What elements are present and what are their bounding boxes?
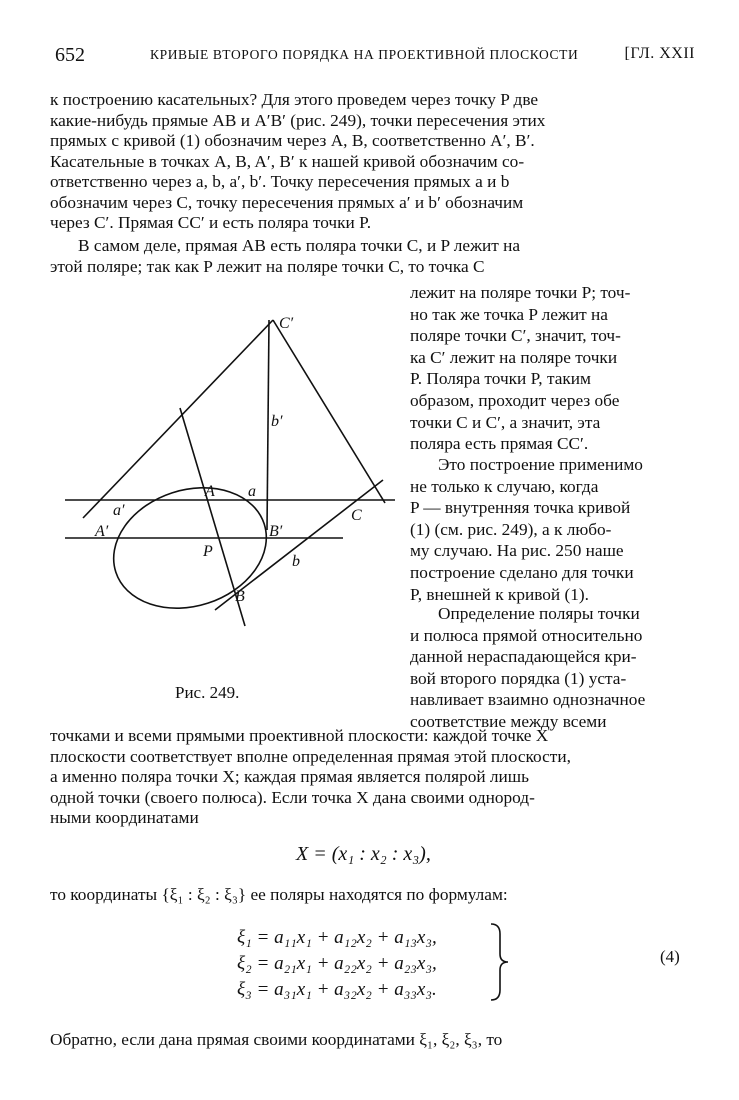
label-A-prime: A′ bbox=[95, 523, 109, 540]
text-line: обозначим через C, точку пересечения прямых a′ и b′ обозначим bbox=[50, 192, 524, 212]
equation-number: (4) bbox=[660, 947, 680, 966]
text-line: и полюса прямой относительно bbox=[410, 625, 643, 645]
text-line: образом, проходит через обе bbox=[410, 390, 620, 410]
figure-caption: Рис. 249. bbox=[175, 683, 240, 702]
label-B-prime: B′ bbox=[269, 523, 283, 540]
text-line: этой поляре; так как P лежит на поляре точки C, то точка C bbox=[50, 256, 485, 276]
equation-system-4 bbox=[237, 925, 437, 1003]
text-line: вой второго порядка (1) уста- bbox=[410, 668, 627, 688]
running-title: КРИВЫЕ ВТОРОГО ПОРЯДКА НА ПРОЕКТИВНОЙ ПЛОСКОСТИ bbox=[150, 47, 579, 62]
label-A: A bbox=[205, 483, 215, 500]
paragraph-correspondence bbox=[50, 726, 690, 829]
text-line: P, внешней к кривой (1). bbox=[410, 584, 589, 604]
text-line: точки C и C′, а значит, эта bbox=[410, 412, 601, 432]
text-line: к построению касательных? Для этого проведем через точку P две bbox=[50, 90, 539, 109]
text-line: ными координатами bbox=[50, 808, 199, 827]
equation-xi1: ξ₁ = a₁₁x₁ + a₁₂x₂ + a₁₃x₃, bbox=[237, 927, 437, 948]
tangent-line-a-prime bbox=[83, 320, 273, 518]
text-line: не только к случаю, когда bbox=[410, 476, 599, 496]
label-C-prime: C′ bbox=[279, 315, 294, 332]
paragraph-proof-start bbox=[50, 236, 690, 277]
label-b-prime: b′ bbox=[271, 413, 283, 430]
text-line: ответственно через a, b, a′, b′. Точку пересечения прямых a и b bbox=[50, 172, 510, 191]
text-line: поляра есть прямая CC′. bbox=[410, 434, 589, 454]
equation-xi2: ξ₂ = a₂₁x₁ + a₂₂x₂ + a₂₃x₃, bbox=[237, 953, 437, 974]
text-line: точками и всеми прямыми проективной плоскости: каждой точке X bbox=[50, 726, 549, 745]
text-line: P — внутренняя точка кривой bbox=[410, 498, 631, 518]
text-line: Определение поляры точки bbox=[438, 604, 640, 623]
right-brace bbox=[488, 922, 510, 1002]
label-b: b bbox=[292, 553, 300, 570]
text-line: (1) (см. рис. 249), а к любо- bbox=[410, 519, 612, 539]
wrapped-text-proof bbox=[410, 282, 690, 455]
text-line: P. Поляра точки P, таким bbox=[410, 369, 591, 389]
text-line: Касательные в точках A, B, A′, B′ к нашей кривой обозначим со- bbox=[50, 151, 525, 171]
label-B: B bbox=[235, 588, 245, 605]
text-line: построение сделано для точки bbox=[410, 562, 634, 582]
label-a: a bbox=[248, 483, 256, 500]
equation-xi3: ξ₃ = a₃₁x₁ + a₃₂x₂ + a₃₃x₃. bbox=[237, 979, 437, 1000]
chapter-label: [ГЛ. XXII bbox=[624, 45, 695, 62]
wrapped-text-applicability bbox=[410, 454, 690, 605]
label-a-prime: a′ bbox=[113, 502, 125, 519]
text-line: но так же точка P лежит на bbox=[410, 304, 608, 324]
text-line: одной точки (своего полюса). Если точка X дана своими однород- bbox=[50, 787, 535, 807]
text-line: плоскости соответствует вполне определенная прямая этой плоскости, bbox=[50, 746, 571, 766]
sentence-polar-coordinates: то координаты {ξ₁ : ξ₂ : ξ₃} ее поляры находятся по формулам: bbox=[50, 885, 508, 904]
label-P: P bbox=[203, 543, 213, 560]
text-line: а именно поляра точки X; каждая прямая является полярой лишь bbox=[50, 767, 529, 786]
page-header bbox=[55, 44, 695, 68]
text-line: через C′. Прямая CC′ и есть поляра точки P. bbox=[50, 213, 372, 232]
tangent-line-b-prime bbox=[273, 320, 385, 503]
page-number: 652 bbox=[55, 44, 85, 66]
text-line: соответствие между всеми bbox=[410, 711, 607, 731]
text-line: какие-нибудь прямые AB и A′B′ (рис. 249), точки пересечения этих bbox=[50, 110, 546, 130]
text-line: лежит на поляре точки P; точ- bbox=[410, 283, 631, 302]
label-C: C bbox=[351, 507, 362, 524]
last-line: Обратно, если дана прямая своими координатами ξ₁, ξ₂, ξ₃, то bbox=[50, 1030, 503, 1049]
text-line: му случаю. На рис. 250 наше bbox=[410, 541, 624, 561]
text-line: прямых с кривой (1) обозначим через A, B, соответственно A′, B′. bbox=[50, 131, 535, 150]
text-line: ка C′ лежит на поляре точки bbox=[410, 347, 618, 367]
polar-line-CC-prime bbox=[267, 320, 269, 530]
text-line: данной нераспадающейся кри- bbox=[410, 647, 637, 667]
text-line: В самом деле, прямая AB есть поляра точки C, и P лежит на bbox=[78, 236, 521, 255]
text-line: Это построение применимо bbox=[438, 455, 643, 474]
equation-X-coordinates: X = (x₁ : x₂ : x₃), bbox=[296, 843, 431, 865]
paragraph-construction bbox=[50, 90, 690, 234]
text-line: поляре точки C′, значит, точ- bbox=[410, 326, 621, 346]
figure-249 bbox=[55, 298, 405, 628]
wrapped-text-definition bbox=[410, 603, 690, 733]
text-line: навливает взаимно однозначное bbox=[410, 690, 646, 710]
